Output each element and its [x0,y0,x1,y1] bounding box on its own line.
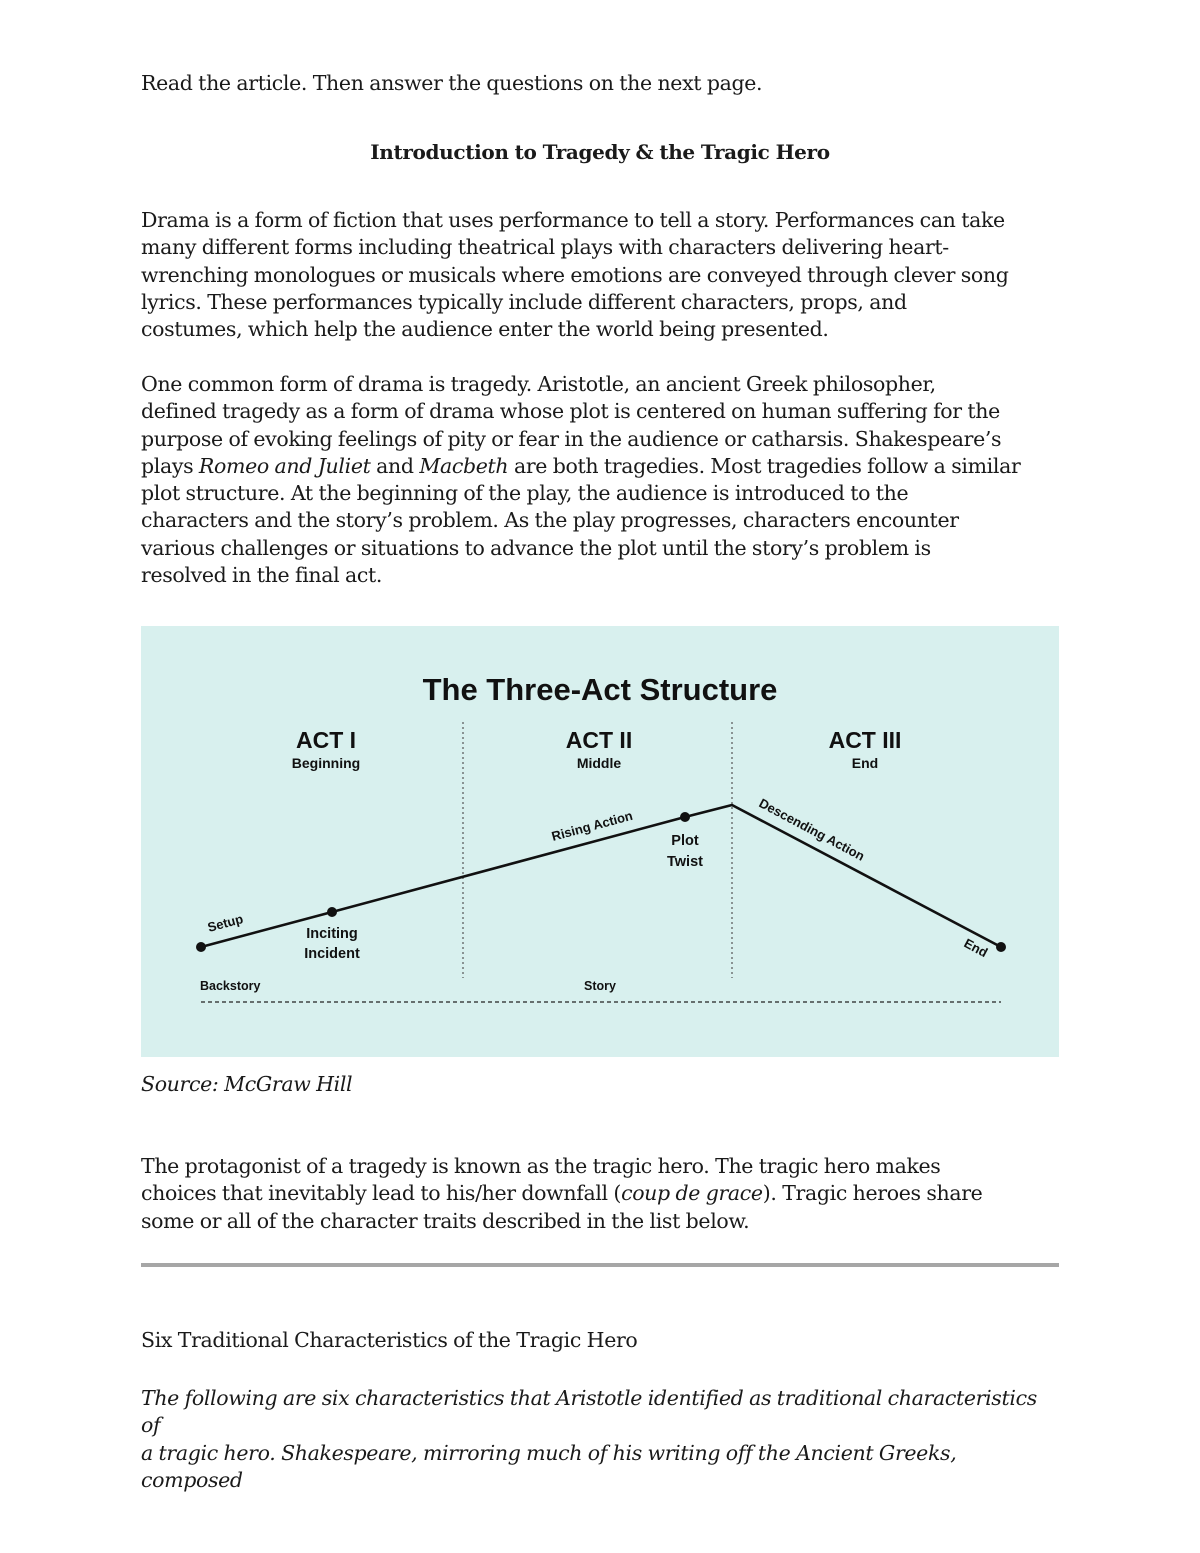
plot-twist-label-line-2: Twist [667,854,703,870]
coup-de-grace-term: coup de grace [621,1181,763,1206]
text-run: are both tragedies. Most tragedies follow a similar [508,453,1021,478]
backstory-label: Backstory [200,979,261,993]
text-run: choices that inevitably lead to his/her downfall ( [141,1181,622,1206]
three-act-structure-diagram [141,626,1059,1057]
act-1-subheading: Beginning [291,755,361,771]
end-point [996,942,1006,952]
paragraph-line: purpose of evoking feelings of pity or fear in the audience or catharsis. Shakespeare’s [141,426,1002,451]
text-run: ). Tragic heroes share [762,1181,983,1206]
play-title-macbeth: Macbeth [419,453,509,478]
tragedy-paragraph [141,371,1059,589]
horizontal-divider [141,1263,1059,1267]
paragraph-line: lyrics. These performances typically include different characters, props, and [141,289,907,314]
plot-twist-label-line-1: Plot [671,833,699,849]
section-heading: Six Traditional Characteristics of the Tragic Hero [141,1328,638,1352]
descending-action-label: Descending Action [756,795,868,864]
tragic-hero-paragraph [141,1153,1059,1235]
plot-twist-point [680,812,690,822]
setup-label: Setup [205,911,245,935]
setup-point [196,942,206,952]
story-label: Story [584,979,616,993]
paragraph-line [141,1180,1059,1207]
inciting-label-line-1: Inciting [306,926,358,942]
paragraph-line [141,453,1059,480]
paragraph-line: some or all of the character traits described in the list below. [141,1208,750,1233]
paragraph-line: many different forms including theatrical plays with characters delivering heart- [141,235,949,260]
text-run: and [370,453,420,478]
act-2-subheading: Middle [576,755,622,771]
act-3-subheading: End [851,755,879,771]
rising-action-label: Rising Action [549,807,635,844]
end-label: End [961,935,991,961]
act-3-heading: ACT III [828,727,902,753]
paragraph-line: plot structure. At the beginning of the play, the audience is introduced to the [141,481,909,506]
intro-paragraph [141,207,1059,343]
act-1-heading: ACT I [295,727,357,753]
image-source-caption: Source: McGraw Hill [141,1072,353,1096]
text-run: plays [141,453,199,478]
paragraph-line: wrenching monologues or musicals where emotions are conveyed through clever song [141,262,1009,287]
paragraph-line: resolved in the final act. [141,563,383,588]
paragraph-line: defined tragedy as a form of drama whose plot is centered on human suffering for the [141,399,1000,424]
paragraph-line: a tragic hero. Shakespeare, mirroring much of his writing off the Ancient Greeks, composed [141,1440,957,1492]
characteristics-intro-paragraph [141,1385,1059,1494]
paragraph-line: The following are six characteristics that Aristotle identified as traditional characteristics of [141,1386,1037,1438]
inciting-label-line-2: Incident [304,946,360,962]
paragraph-line: costumes, which help the audience enter the world being presented. [141,317,829,342]
diagram-title: The Three-Act Structure [422,672,778,707]
article-title: Introduction to Tragedy & the Tragic Hero [370,140,830,164]
instruction-text: Read the article. Then answer the questions on the next page. [141,71,763,95]
act-2-heading: ACT II [565,727,633,753]
inciting-incident-point [327,907,337,917]
paragraph-line: various challenges or situations to advance the plot until the story’s problem is [141,535,931,560]
paragraph-line: Drama is a form of fiction that uses performance to tell a story. Performances can take [141,208,1005,232]
paragraph-line: One common form of drama is tragedy. Aristotle, an ancient Greek philosopher, [141,372,936,396]
play-title-romeo: Romeo and Juliet [198,453,371,478]
paragraph-line: The protagonist of a tragedy is known as the tragic hero. The tragic hero makes [141,1154,941,1178]
paragraph-line: characters and the story’s problem. As the play progresses, characters encounter [141,508,959,533]
